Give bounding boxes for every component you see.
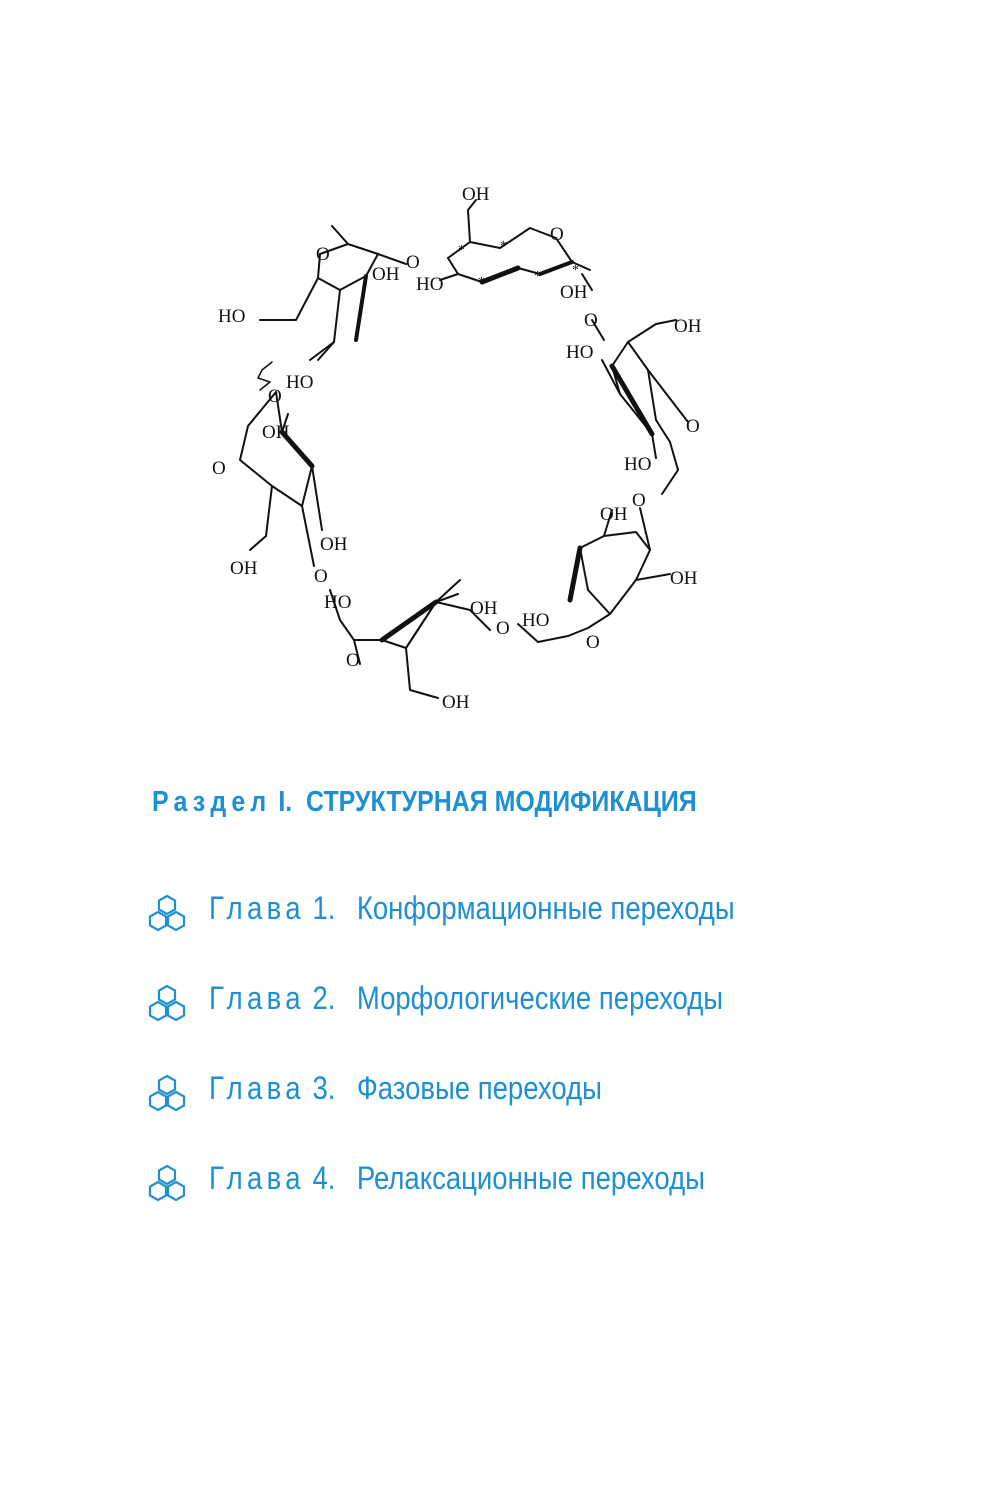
structure-label: O	[586, 632, 600, 653]
section-prefix: Раздел	[152, 786, 272, 818]
section-heading	[152, 786, 697, 819]
chapter-label: Глава	[209, 890, 305, 926]
chapter-list	[145, 890, 925, 1250]
structure-label: HO	[324, 592, 352, 613]
structure-label: OH	[372, 264, 400, 285]
structure-label: O	[406, 252, 420, 273]
structure-label: O	[496, 618, 510, 639]
section-number: I.	[278, 786, 293, 818]
structure-label: *	[534, 269, 541, 284]
chapter-label: Глава	[209, 1070, 305, 1106]
chapter-number: 2.	[312, 980, 336, 1016]
structure-label: OH	[262, 422, 290, 443]
structure-label: O	[212, 458, 226, 479]
chapter-title: Фазовые переходы	[356, 1070, 602, 1106]
chapter-title: Конформационные переходы	[356, 890, 735, 926]
structure-label: HO	[218, 306, 246, 327]
structure-label: HO	[566, 342, 594, 363]
structure-label: O	[316, 244, 330, 265]
structure-label: O	[632, 490, 646, 511]
structure-label: OH	[470, 598, 498, 619]
molecule-drawing	[200, 170, 760, 730]
structure-label: OH	[320, 534, 348, 555]
hexagon-cluster-icon	[145, 894, 189, 934]
hexagon-cluster-icon	[145, 984, 189, 1024]
chapter-title: Морфологические переходы	[356, 980, 724, 1016]
structure-label: *	[478, 275, 485, 290]
structure-label: *	[572, 263, 579, 278]
structure-label: HO	[416, 274, 444, 295]
structure-label: HO	[624, 454, 652, 475]
hexagon-cluster-icon	[145, 1164, 189, 1204]
structure-label: OH	[560, 282, 588, 303]
list-item	[145, 890, 925, 980]
structure-label: HO	[522, 610, 550, 631]
structure-label: *	[458, 243, 465, 258]
hexagon-cluster-icon	[145, 1074, 189, 1114]
structure-label: O	[686, 416, 700, 437]
chapter-title: Релаксационные переходы	[356, 1160, 705, 1196]
list-item	[145, 980, 925, 1070]
structure-label: OH	[230, 558, 258, 579]
structure-label: OH	[462, 184, 490, 205]
structure-label: OH	[600, 504, 628, 525]
chapter-number: 1.	[312, 890, 336, 926]
structure-label: *	[500, 239, 507, 254]
list-item	[145, 1160, 925, 1250]
list-item	[145, 1070, 925, 1160]
structure-label: OH	[442, 692, 470, 713]
section-title-text: СТРУКТУРНАЯ МОДИФИКАЦИЯ	[306, 786, 697, 818]
structure-label: O	[346, 650, 360, 671]
structure-label: O	[268, 386, 282, 407]
chapter-number: 4.	[312, 1160, 336, 1196]
structure-label: OH	[674, 316, 702, 337]
cyclodextrin-structure-figure	[200, 170, 760, 730]
chapter-number: 3.	[312, 1070, 336, 1106]
chapter-label: Глава	[209, 1160, 305, 1196]
structure-label: OH	[670, 568, 698, 589]
structure-label: O	[550, 224, 564, 245]
chapter-label: Глава	[209, 980, 305, 1016]
structure-label: O	[314, 566, 328, 587]
structure-label: O	[584, 310, 598, 331]
structure-label: HO	[286, 372, 314, 393]
